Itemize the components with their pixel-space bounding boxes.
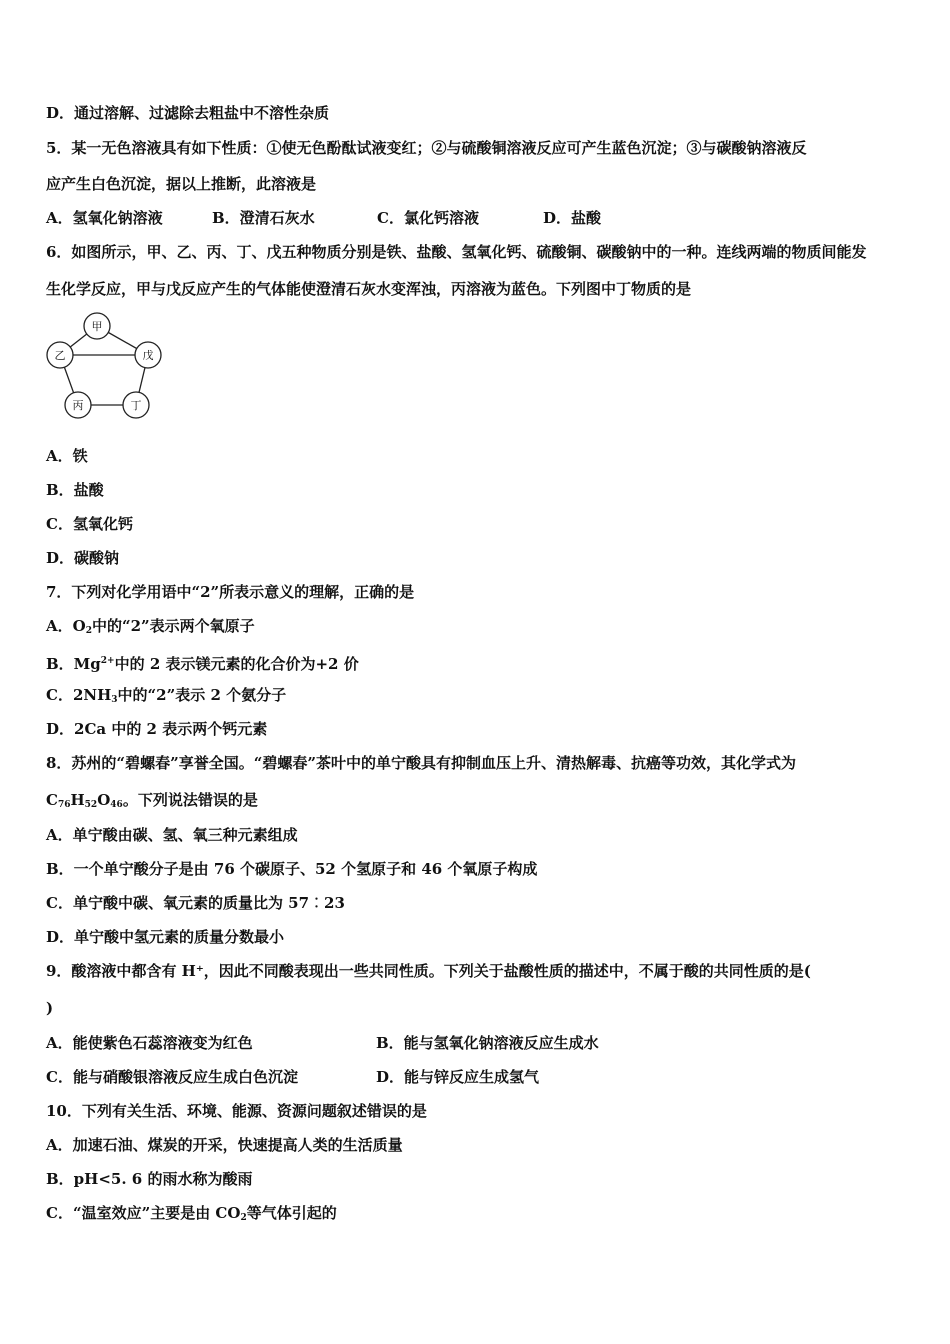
q9-stem-line-2: ) [46,999,54,1017]
q9-option-c: C．能与硝酸银溶液反应生成白色沉淀 [46,1068,298,1086]
q6-stem-line-2: 生化学反应，甲与戊反应产生的气体能使澄清石灰水变浑浊，丙溶液为蓝色。下列图中丁物质的是 [46,280,692,298]
q7-option-d: D．2Ca 中的 2 表示两个钙元素 [46,720,268,738]
pentagon-diagram [40,308,180,420]
q6-option-c: C．氢氧化钙 [46,515,133,533]
q9-option-d: D．能与锌反应生成氢气 [376,1068,540,1086]
q9-stem-line-1: 9．酸溶液中都含有 H⁺，因此不同酸表现出一些共同性质。下列关于盐酸性质的描述中，不属于酸的共同性质的是( [46,962,811,980]
q8-stem-line-1: 8．苏州的“碧螺春”享誉全国。“碧螺春”茶叶中的单宁酸具有抑制血压上升、清热解毒、抗癌等功效，其化学式为 [46,754,796,772]
q7-option-a: A．$O_2$中的“2”表示两个氧原子 [46,617,255,636]
q5-option-d: D．盐酸 [543,209,602,227]
node-jia-label: 甲 [91,320,103,333]
q5-stem-line-1: 5．某一无色溶液具有如下性质：①使无色酚酞试液变红；②与硫酸铜溶液反应可产生蓝色沉淀；③与碳酸钠溶液反 [46,139,807,157]
q7-option-b: B．$Mg^{2+}$中的 2 表示镁元素的化合价为+2 价 [46,655,359,673]
q9-option-a: A．能使紫色石蕊溶液变为红色 [46,1034,253,1052]
q10-option-b: B．pH<5. 6 的雨水称为酸雨 [46,1170,253,1188]
q8-option-a: A．单宁酸由碳、氢、氧三种元素组成 [46,826,298,844]
q7-option-c: C．$2NH_3$中的“2”表示 2 个氨分子 [46,686,287,705]
node-yi-label: 乙 [54,349,66,362]
node-bing-label: 丙 [72,399,84,412]
q6-option-b: B．盐酸 [46,481,104,499]
q5-option-b: B．澄清石灰水 [212,209,315,227]
node-wu-label: 戊 [142,349,154,362]
q5-option-a: A．氢氧化钠溶液 [46,209,163,227]
q8-formula-line: $C_{76}H_{52}O_{46}$。下列说法错误的是 [46,791,258,810]
q4-option-d: D．通过溶解、过滤除去粗盐中不溶性杂质 [46,104,330,122]
q8-option-b: B．一个单宁酸分子是由 76 个碳原子、52 个氢原子和 46 个氧原子构成 [46,860,538,878]
q8-option-c: C．单宁酸中碳、氧元素的质量比为 57︰23 [46,894,345,912]
q10-stem: 10．下列有关生活、环境、能源、资源问题叙述错误的是 [46,1102,427,1120]
q8-option-d: D．单宁酸中氢元素的质量分数最小 [46,928,285,946]
q10-option-c: C．“温室效应”主要是由 $CO_2$等气体引起的 [46,1204,337,1223]
node-ding-label: 丁 [130,399,142,412]
q6-stem-line-1: 6．如图所示，甲、乙、丙、丁、戊五种物质分别是铁、盐酸、氢氧化钙、硫酸铜、碳酸钠中的一种。连线两端的物质间能发 [46,243,867,261]
q5-stem-line-2: 应产生白色沉淀，据以上推断，此溶液是 [46,175,317,193]
q6-option-d: D．碳酸钠 [46,549,120,567]
q10-option-a: A．加速石油、煤炭的开采，快速提高人类的生活质量 [46,1136,403,1154]
q7-stem: 7．下列对化学用语中“2”所表示意义的理解，正确的是 [46,583,415,601]
q6-option-a: A．铁 [46,447,88,465]
q5-option-c: C．氯化钙溶液 [377,209,479,227]
q9-option-b: B．能与氢氧化钠溶液反应生成水 [376,1034,599,1052]
